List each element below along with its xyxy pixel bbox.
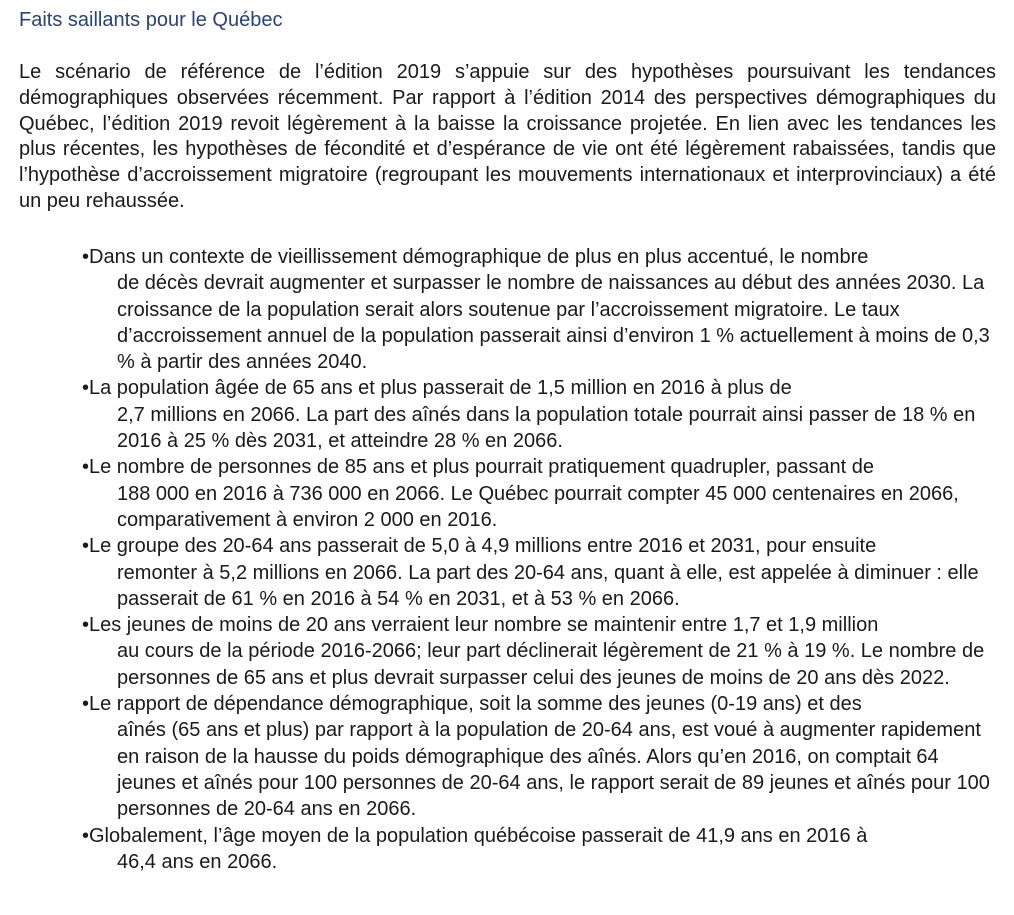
bullet-marker: • [81,377,89,400]
list-item [81,375,995,454]
list-item [81,612,995,691]
list-item-first-line: Dans un contexte de vieillissement démographique de plus en plus accentué, le nombre [89,246,869,268]
list-item-text: 188 000 en 2016 à 736 000 en 2066. Le Québec pourrait compter 45 000 centenaires en 2066, comparativement à environ 2 000 en 2016. [117,482,959,531]
bullet-marker: • [81,614,89,637]
list-item-first-line: Globalement, l’âge moyen de la population québécoise passerait de 41,9 ans en 2016 à [89,824,868,847]
bullet-marker: • [81,246,89,268]
highlights-list [0,244,1014,875]
list-item-first-line: Le groupe des 20-64 ans passerait de 5,0 à 4,9 millions entre 2016 et 2031, pour ensuite [89,535,877,558]
bullet-marker: • [81,535,89,558]
section-title: Faits saillants pour le Québec [19,9,283,31]
list-item [81,691,995,822]
intro-paragraph: Le scénario de référence de l’édition 2019 s’appuie sur des hypothèses poursuivant les tendances démographiques observées récemment. Par rapport à l’édition 2014 des perspectives démographiques du Québec, l’édition 2019 revoit légèrement à la baisse la croissance projetée. En lien avec les tendances les plus récentes, les hypothèses de fécondité et d’espérance de vie ont été légèrement rabaissées, tandis que l’hypothèse d’accroissement migratoire (regroupant les mouvements internationaux et interprovinciaux) a été un peu rehaussée. [19,61,996,212]
bullet-marker: • [81,693,89,716]
list-item-text: 46,4 ans en 2066. [117,850,278,873]
list-item-text: aînés (65 ans et plus) par rapport à la population de 20-64 ans, est voué à augmenter rapidement en raison de la hausse du poids démographique des aînés. Alors qu’en 2016, on comptait 64 jeunes et aînés pour 100 personnes de 20-64 ans, le rapport serait de 89 jeunes et aînés pour 100 personnes de 20-64 ans en 2066. [117,719,990,821]
list-item-first-line: Les jeunes de moins de 20 ans verraient leur nombre se maintenir entre 1,7 et 1,9 million [89,614,879,637]
list-item-first-line: Le rapport de dépendance démographique, soit la somme des jeunes (0-19 ans) et des [89,693,862,716]
bullet-marker: • [81,456,89,479]
list-item-text: de décès devrait augmenter et surpasser le nombre de naissances au début des années 2030. La croissance de la population serait alors soutenue par l’accroissement migratoire. Le taux d’accroissement annuel de la population passerait ainsi d’environ 1 % actuellement à moins de 0,3 % à partir des années 2040. [117,272,990,374]
list-item-first-line: Le nombre de personnes de 85 ans et plus pourrait pratiquement quadrupler, passant de [89,456,874,479]
list-item [81,244,995,375]
list-item [81,823,995,876]
list-item-first-line: La population âgée de 65 ans et plus passerait de 1,5 million en 2016 à plus de [89,377,792,400]
list-item-text: 2,7 millions en 2066. La part des aînés dans la population totale pourrait ainsi passer de 18 % en 2016 à 25 % dès 2031, et atteindre 28 % en 2066. [117,403,976,453]
list-item [81,454,995,533]
list-item [81,533,995,612]
list-item-text: remonter à 5,2 millions en 2066. La part des 20-64 ans, quant à elle, est appelée à diminuer : elle passerait de 61 % en 2016 à 54 % en 2031, et à 53 % en 2066. [117,561,979,610]
list-item-text: au cours de la période 2016-2066; leur part déclinerait légèrement de 21 % à 19 %. Le nombre de personnes de 65 ans et plus devrait surpasser celui des jeunes de moins de 20 ans dès 2022. [117,640,985,689]
bullet-marker: • [81,824,89,847]
